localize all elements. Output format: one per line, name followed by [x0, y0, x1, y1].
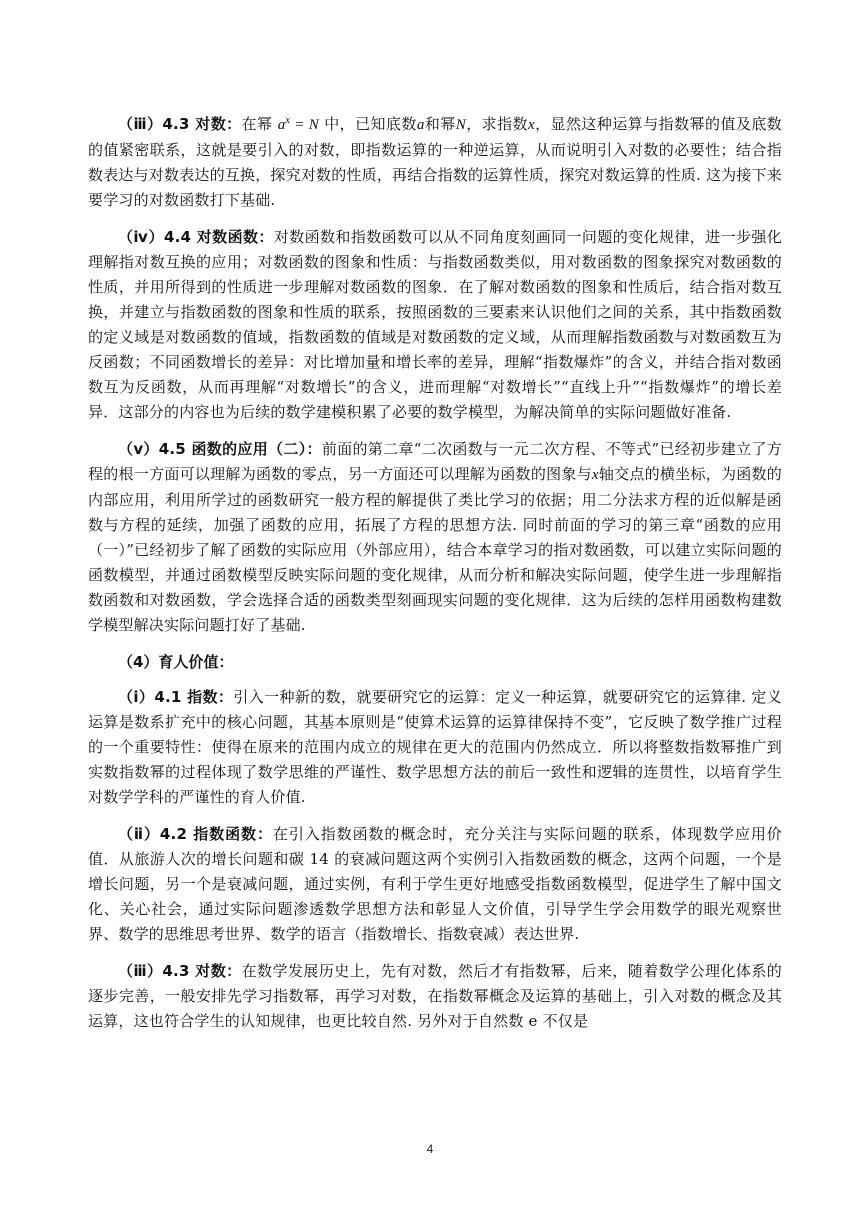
paragraph-label: （ⅲ）4.3 对数：	[118, 115, 242, 133]
page-content	[88, 112, 782, 1046]
paragraph-exp-function-value	[88, 822, 782, 947]
paragraph-text: 在引入指数函数的概念时，充分关注与实际问题的联系，体现数学应用价值．从旅游人次的增长问题和碳 14 的衰减问题这两个实例引入指数函数的概念，这两个问题，一个是增长问题，另一个是衰减问题，通过实例，有利于学生更好地感受指数函数模型，促进学生了解中国文化、关心社会，通过实际问题渗透数学思想方法和彰显人文价值，引导学生学会用数学的眼光观察世界、数学的思维思考世界、数学的语言（指数增长、指数衰减）表达世界.	[88, 825, 783, 943]
paragraph-logarithm-value	[88, 959, 782, 1034]
paragraph-text: ，显然这种运算与指数幂的值及底数的值紧密联系，这就是要引入的对数，即指数运算的一种逆运算，从而说明引入对数的必要性；结合指数表达与对数表达的互换，探究对数的性质，再结合指数的运算性质，探究对数运算的性质. 这为接下来要学习的对数函数打下基础.	[88, 115, 782, 209]
math-base: a	[277, 117, 286, 133]
paragraph-text: 在数学发展历史上，先有对数，然后才有指数幂，后来，随着数学公理化体系的逐步完善，一般安排先学习指数幂，再学习对数，在指数幂概念及运算的基础上，引入对数的概念及其运算，这也符合学生的认知规律，也更比较自然. 另外对于自然数 e 不仅是	[88, 962, 782, 1030]
paragraph-text: ，求指数	[465, 115, 528, 133]
math-expression	[278, 117, 319, 133]
paragraph-text: 对数函数和指数函数可以从不同角度刻画同一问题的变化规律，进一步强化理解指对数互换的应用；对数函数的图象和性质：与指数函数类似，用对数函数的图象探究对数函数的性质，并用所得到的性质进一步理解对数函数的图象．在了解对数函数的图象和性质后，结合指对数互换，并建立与指数函数的图象和性质的联系，按照函数的三要素来认识他们之间的关系，其中指数函数的定义域是对数函数的值域，指数函数的值域是对数函数的定义域，从而理解指数函数与对数函数互为反函数；不同函数增长的差异：对比增加量和增长率的差异，理解“指数爆炸”的含义，并结合指对数函数互为反函数，从而再理解“对数增长”的含义，进而理解“对数增长”“直线上升”“指数爆炸”的增长差异．这部分的内容也为后续的数学建模积累了必要的数学模型，为解决简单的实际问题做好准备.	[88, 228, 782, 421]
math-equals: = N	[290, 117, 319, 133]
paragraph-exponent-value	[88, 685, 782, 810]
page-number: 4	[426, 1142, 434, 1156]
math-exponent: x	[285, 115, 291, 126]
math-variable: N	[455, 117, 466, 133]
paragraph-text: 前面的第二章“二次函数与一元二次方程、不等式”已经初步建立了方程的根一方面可以理解为函数的零点，另一方面还可以理解为函数的图象与	[88, 440, 782, 483]
math-variable: x	[591, 467, 599, 483]
paragraph-text: 轴交点的横坐标，为函数的内部应用，利用所学过的函数研究一般方程的解提供了类比学习的依据；用二分法求方程的近似解是函数与方程的延续，加强了函数的应用，拓展了方程的思想方法. 同时前面的学习的第三章“函数的应用（一）”已经初步了解了函数的实际应用（外部应用），结合本章学习的指对数函数，可以建立实际问题的函数模型，并通过函数模型反映实际问题的变化规律，从而分析和解决实际问题，使学生进一步理解指数函数和对数函数，学会选择合适的函数类型刻画现实问题的变化规律．这为后续的怎样用函数构建数学模型解决实际问题打好了基础.	[88, 465, 783, 634]
section-heading: （4）育人价值：	[118, 653, 234, 671]
paragraph-log-function	[88, 225, 782, 425]
paragraph-text: 引入一种新的数，就要研究它的运算：定义一种运算，就要研究它的运算律. 定义运算是数系扩充中的核心问题，其基本原则是“使算术运算的运算律保持不变”，它反映了数学推广过程的一个重要特性：使得在原来的范围内成立的规律在更大的范围内仍然成立．所以将整数指数幂推广到实数指数幂的过程体现了数学思维的严谨性、数学思想方法的前后一致性和逻辑的连贯性，以培育学生对数学学科的严谨性的育人价值.	[88, 688, 782, 806]
paragraph-function-application	[88, 437, 782, 638]
paragraph-text: 和幂	[424, 115, 456, 133]
paragraph-logarithm-intro	[88, 112, 782, 213]
paragraph-text: 在幂	[241, 115, 278, 133]
paragraph-label: （ⅴ）4.5 函数的应用（二）：	[118, 440, 322, 458]
math-variable: x	[527, 117, 535, 133]
paragraph-text: 中，已知底数	[318, 115, 417, 133]
paragraph-label: （ⅱ）4.2 指数函数：	[118, 825, 273, 843]
math-variable: a	[416, 117, 425, 133]
paragraph-label: （ⅰ）4.1 指数：	[118, 688, 234, 706]
paragraph-label: （ⅲ）4.3 对数：	[118, 962, 242, 980]
paragraph-label: （ⅳ）4.4 对数函数：	[118, 228, 274, 246]
